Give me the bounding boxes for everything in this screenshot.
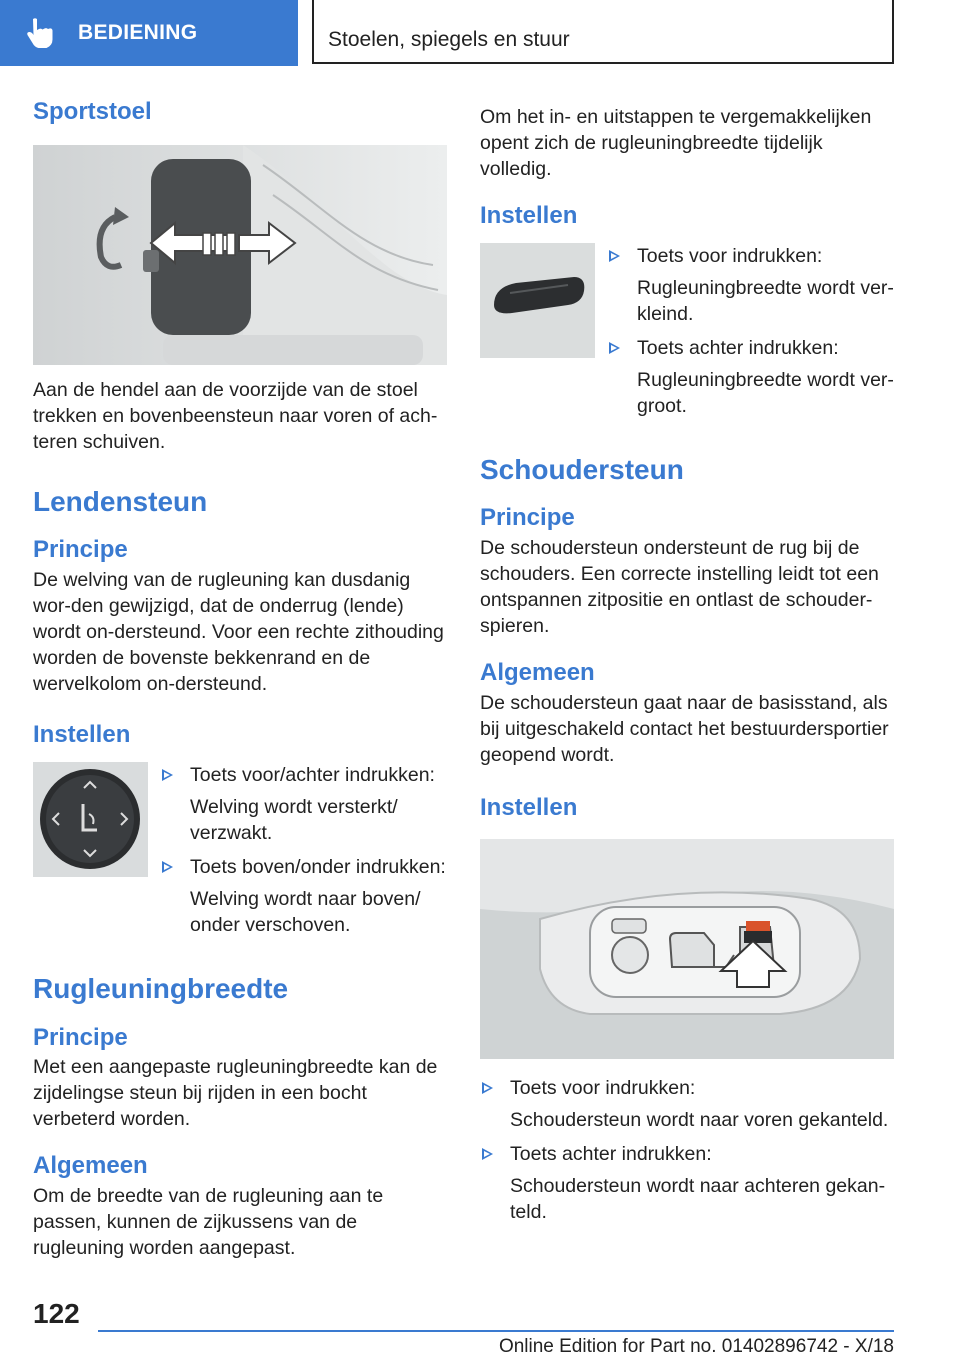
section-label: BEDIENING	[78, 21, 198, 44]
list-item-result: Welving wordt naar boven/ onder verschoven.	[190, 887, 421, 936]
lendensteun-instellen-row	[33, 762, 447, 938]
edition-text: Online Edition for Part no. 01402896742 - X/18	[498, 1336, 894, 1357]
lendensteun-instellen-heading: Instellen	[33, 721, 131, 749]
chapter-box	[312, 0, 894, 64]
list-item-result: Schoudersteun wordt naar voren gekanteld.	[510, 1108, 889, 1131]
triangle-bullet-icon	[609, 342, 620, 354]
footer-divider	[98, 1330, 894, 1332]
lendensteun-principe-text: De welving van de rugleuning kan dusdanig wor-den gewijzigd, dat de onderrug (lende) wordt on-dersteund. Voor een rechte zithouding worden de bovenste bekkenrand en de wervelkolom on-dersteund.	[33, 569, 444, 696]
triangle-bullet-icon	[162, 769, 173, 781]
list-item: Toets achter indrukken:	[480, 1141, 894, 1167]
list-item-result: Rugleuningbreedte wordt ver-groot.	[637, 368, 894, 417]
page-number: 122	[33, 1298, 80, 1329]
list-item-result: Rugleuningbreedte wordt ver-kleind.	[637, 276, 894, 325]
lendensteun-principe-heading: Principe	[33, 536, 128, 564]
schoudersteun-heading: Schoudersteun	[480, 453, 684, 485]
list-item: Toets achter indrukken:	[607, 335, 894, 361]
schoudersteun-instellen-heading: Instellen	[480, 793, 578, 821]
sportstoel-heading: Sportstoel	[33, 98, 152, 125]
seat-controls-illustration	[480, 839, 894, 1059]
left-column	[33, 98, 447, 1261]
lendensteun-heading: Lendensteun	[33, 485, 208, 517]
section-tab	[0, 0, 298, 66]
right-column	[480, 98, 894, 1225]
schoudersteun-algemeen-heading: Algemeen	[480, 659, 595, 687]
list-item-result: Schoudersteun wordt naar achteren gekan-teld.	[510, 1174, 886, 1223]
lendensteun-items	[160, 762, 447, 938]
triangle-bullet-icon	[609, 250, 620, 262]
triangle-bullet-icon	[482, 1082, 493, 1094]
list-item: Toets voor indrukken:	[480, 1075, 894, 1101]
rugleuning-intro-text: Om het in- en uitstappen te vergemakkelijken opent zich de rugleuningbreedte tijdelijk volledig.	[480, 106, 872, 180]
schoudersteun-algemeen-text: De schoudersteun gaat naar de basisstand, als bij uitgeschakeld contact het bestuurdersportier geopend wordt.	[480, 691, 889, 766]
rugleuning-principe-text: Met een aangepaste rugleuningbreedte kan de zijdelingse steun bij rijden in een bocht verbeterd worden.	[33, 1056, 438, 1131]
lumbar-control-illustration	[33, 762, 148, 877]
schoudersteun-items	[480, 1075, 894, 1225]
triangle-bullet-icon	[162, 861, 173, 873]
hand-pointer-icon	[22, 16, 56, 50]
page-header	[0, 0, 960, 66]
schoudersteun-principe-text: De schoudersteun ondersteunt de rug bij de schouders. Een correcte instelling leidt tot een ontspannen zitpositie en ontlast de schouder-spieren.	[480, 537, 879, 638]
rugleuning-algemeen-text: Om de breedte van de rugleuning aan te passen, kunnen de zijkussens van de rugleuning worden aangepast.	[33, 1185, 384, 1260]
schoudersteun-principe-heading: Principe	[480, 504, 575, 532]
list-item: Toets boven/onder indrukken:	[160, 854, 447, 880]
rugleuning-instellen-row	[480, 243, 894, 419]
list-item: Toets voor indrukken:	[607, 243, 894, 269]
sportstoel-text: Aan de hendel aan de voorzijde van de stoel trekken en bovenbeensteun naar voren of ach-teren schuiven.	[33, 378, 438, 453]
triangle-bullet-icon	[482, 1148, 493, 1160]
rugleuning-principe-heading: Principe	[33, 1023, 128, 1051]
list-item: Toets voor/achter indrukken:	[160, 762, 447, 788]
sport-seat-illustration	[33, 145, 447, 365]
list-item-result: Welving wordt versterkt/ verzwakt.	[190, 795, 398, 844]
rugleuning-instellen-heading: Instellen	[480, 202, 578, 229]
chapter-title: Stoelen, spiegels en stuur	[328, 28, 570, 51]
rugleuning-items	[607, 243, 894, 419]
rugleuning-algemeen-heading: Algemeen	[33, 1152, 148, 1180]
rugleuning-heading: Rugleuningbreedte	[33, 972, 289, 1004]
backrest-width-button-illustration	[480, 243, 595, 358]
